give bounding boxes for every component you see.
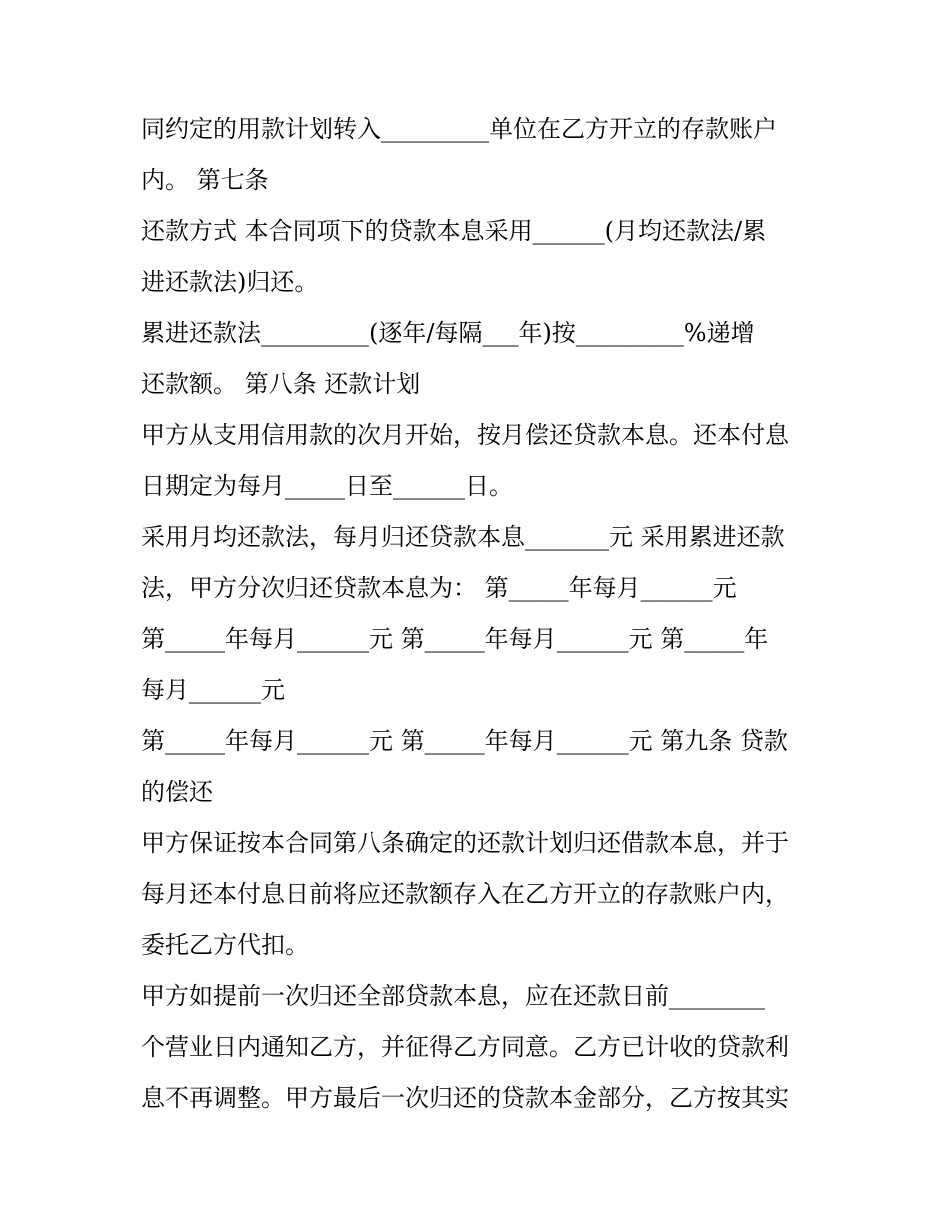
- text-line: 每月还本付息日前将应还款额存入在乙方开立的存款账户内，: [141, 880, 789, 908]
- text-line: 进还款法)归还。: [141, 268, 319, 296]
- text-line: 采用月均还款法，每月归还贷款本息_______元 采用累进还款: [141, 523, 785, 551]
- text-line: 第_____年每月______元 第_____年每月______元 第九条 贷款: [141, 727, 788, 755]
- text-line: 甲方如提前一次归还全部贷款本息，应在还款日前________: [141, 982, 765, 1010]
- text-line: 法，甲方分次归还贷款本息为： 第_____年每月______元: [141, 574, 737, 602]
- text-line: 日期定为每月_____日至______日。: [141, 472, 513, 500]
- document-body: [141, 104, 821, 1124]
- text-line: 内。 第七条: [141, 166, 269, 194]
- text-line: 息不再调整。甲方最后一次归还的贷款本金部分，乙方按其实: [141, 1084, 789, 1112]
- text-line: 甲方从支用信用款的次月开始，按月偿还贷款本息。还本付息: [141, 421, 789, 449]
- text-line: 累进还款法_________(逐年/每隔___年)按_________%递增: [141, 319, 755, 347]
- text-line: 的偿还: [141, 778, 213, 806]
- text-line: 同约定的用款计划转入_________单位在乙方开立的存款账户: [141, 115, 777, 143]
- text-line: 第_____年每月______元 第_____年每月______元 第_____年: [141, 625, 769, 653]
- text-line: 个营业日内通知乙方，并征得乙方同意。乙方已计收的贷款利: [141, 1033, 789, 1061]
- text-line: 还款额。 第八条 还款计划: [141, 370, 421, 398]
- text-line: 每月______元: [141, 676, 285, 704]
- text-line: 甲方保证按本合同第八条确定的还款计划归还借款本息，并于: [141, 829, 789, 857]
- text-line: 委托乙方代扣。: [141, 931, 309, 959]
- text-line: 还款方式 本合同项下的贷款本息采用______(月均还款法/累: [141, 217, 767, 245]
